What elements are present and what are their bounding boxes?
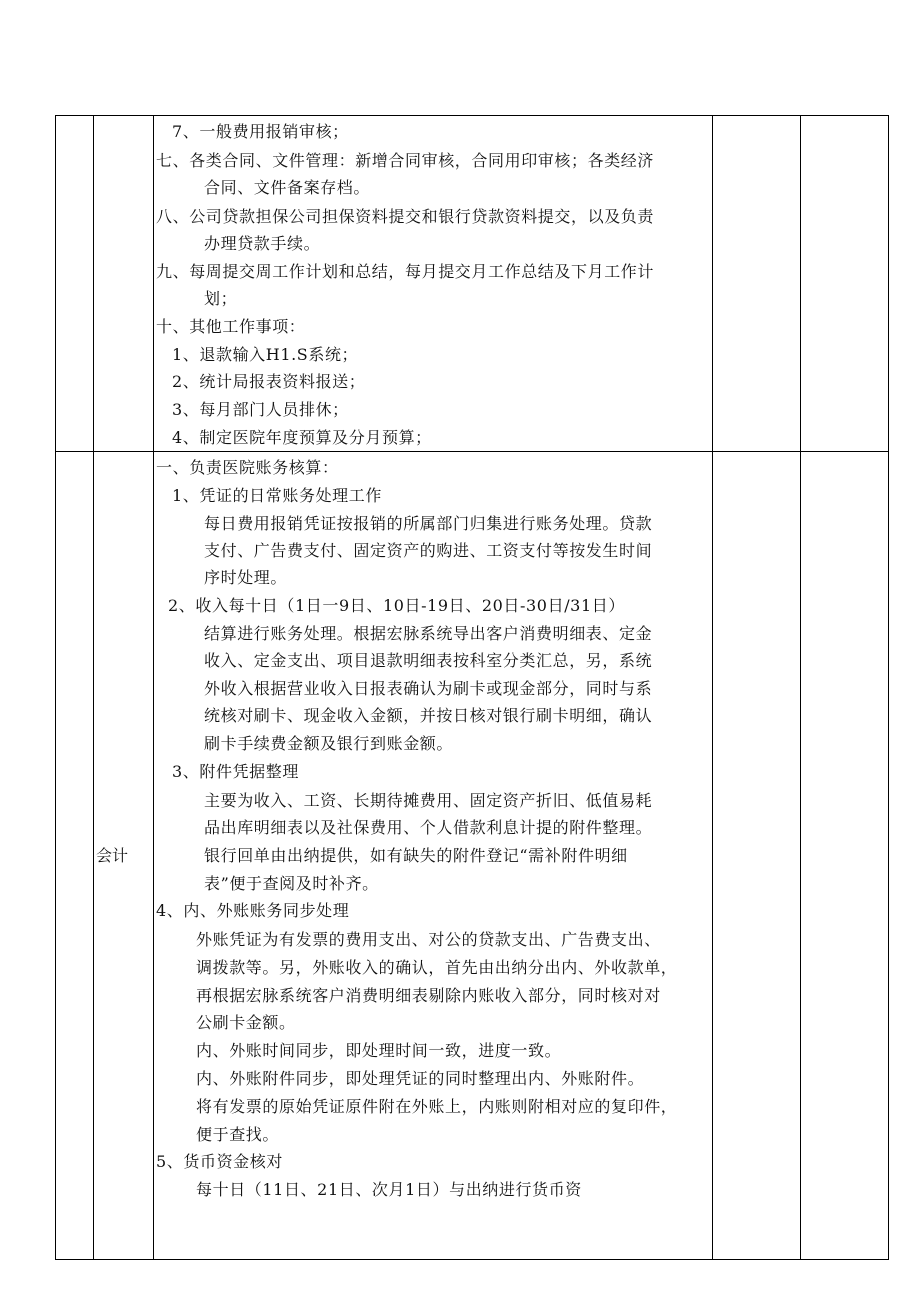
role-label: 会计 bbox=[96, 846, 129, 865]
duty-line: 外收入根据营业收入日报表确认为刷卡或现金部分，同时与系 bbox=[204, 679, 653, 698]
duty-line: 3、附件凭据整理 bbox=[172, 762, 299, 781]
duty-line: 调拨款等。另，外账收入的确认，首先由出纳分出内、外收款单， bbox=[196, 958, 678, 977]
duty-line: 刷卡手续费金额及银行到账金额。 bbox=[204, 734, 454, 753]
duty-line: 九、每周提交周工作计划和总结，每月提交月工作总结及下月工作计 bbox=[156, 262, 655, 281]
duty-table bbox=[55, 115, 889, 1260]
duty-line: 主要为收入、工资、长期待摊费用、固定资产折旧、低值易耗 bbox=[204, 791, 653, 810]
duty-line: 表”便于查阅及时补齐。 bbox=[204, 874, 379, 893]
duty-line: 十、其他工作事项： bbox=[156, 317, 306, 336]
duty-line: 八、公司贷款担保公司担保资料提交和银行贷款资料提交，以及负责 bbox=[156, 207, 655, 226]
duty-line: 办理贷款手续。 bbox=[204, 234, 321, 253]
duty-line: 收入、定金支出、项目退款明细表按科室分类汇总，另，系统 bbox=[204, 651, 653, 670]
duty-line: 一、负责医院账务核算： bbox=[156, 458, 339, 477]
duty-line: 将有发票的原始凭证原件附在外账上，内账则附相对应的复印件， bbox=[196, 1097, 678, 1116]
col-divider-2 bbox=[153, 116, 154, 1259]
duty-line: 每日费用报销凭证按报销的所属部门归集进行账务处理。贷款 bbox=[204, 514, 653, 533]
duty-line: 2、收入每十日（1日一9日、10日-19日、20日-30日/31日） bbox=[168, 596, 625, 615]
duty-line: 7、一般费用报销审核； bbox=[172, 122, 349, 141]
duty-line: 3、每月部门人员排休； bbox=[172, 400, 349, 419]
duty-line: 再根据宏脉系统客户消费明细表剔除内账收入部分，同时核对对 bbox=[196, 986, 661, 1005]
duty-line: 便于查找。 bbox=[196, 1125, 280, 1144]
duty-line: 合同、文件备案存档。 bbox=[204, 178, 371, 197]
duty-line: 品出库明细表以及社保费用、个人借款利息计提的附件整理。 bbox=[204, 818, 653, 837]
duty-line: 1、退款输入H1.S系统； bbox=[172, 345, 359, 364]
duty-line: 银行回单由出纳提供，如有缺失的附件登记“需补附件明细 bbox=[204, 846, 628, 865]
col-divider-4 bbox=[800, 116, 801, 1259]
duty-line: 4、内、外账账务同步处理 bbox=[156, 901, 350, 920]
duty-line: 4、制定医院年度预算及分月预算； bbox=[172, 428, 432, 447]
duty-line: 公刷卡金额。 bbox=[196, 1013, 296, 1032]
row-divider bbox=[56, 451, 888, 452]
duty-line: 内、外账时间同步，即处理时间一致，进度一致。 bbox=[196, 1041, 562, 1060]
duty-line: 1、凭证的日常账务处理工作 bbox=[172, 486, 382, 505]
duty-line: 结算进行账务处理。根据宏脉系统导出客户消费明细表、定金 bbox=[204, 624, 653, 643]
duty-line: 划； bbox=[204, 289, 238, 308]
col-divider-1 bbox=[93, 116, 94, 1259]
duty-line: 内、外账附件同步，即处理凭证的同时整理出内、外账附件。 bbox=[196, 1069, 645, 1088]
duty-line: 七、各类合同、文件管理：新增合同审核，合同用印审核；各类经济 bbox=[156, 151, 655, 170]
col-divider-3 bbox=[712, 116, 713, 1259]
duty-line: 每十日（11日、21日、次月1日）与出纳进行货币资 bbox=[196, 1180, 582, 1199]
duty-line: 统核对刷卡、现金收入金额，并按日核对银行刷卡明细，确认 bbox=[204, 706, 653, 725]
duty-line: 外账凭证为有发票的费用支出、对公的贷款支出、广告费支出、 bbox=[196, 930, 661, 949]
duty-line: 2、统计局报表资料报送； bbox=[172, 372, 366, 391]
duty-line: 5、货币资金核对 bbox=[156, 1152, 283, 1171]
duty-line: 支付、广告费支付、固定资产的购进、工资支付等按发生时间 bbox=[204, 541, 653, 560]
duty-line: 序时处理。 bbox=[204, 568, 288, 587]
